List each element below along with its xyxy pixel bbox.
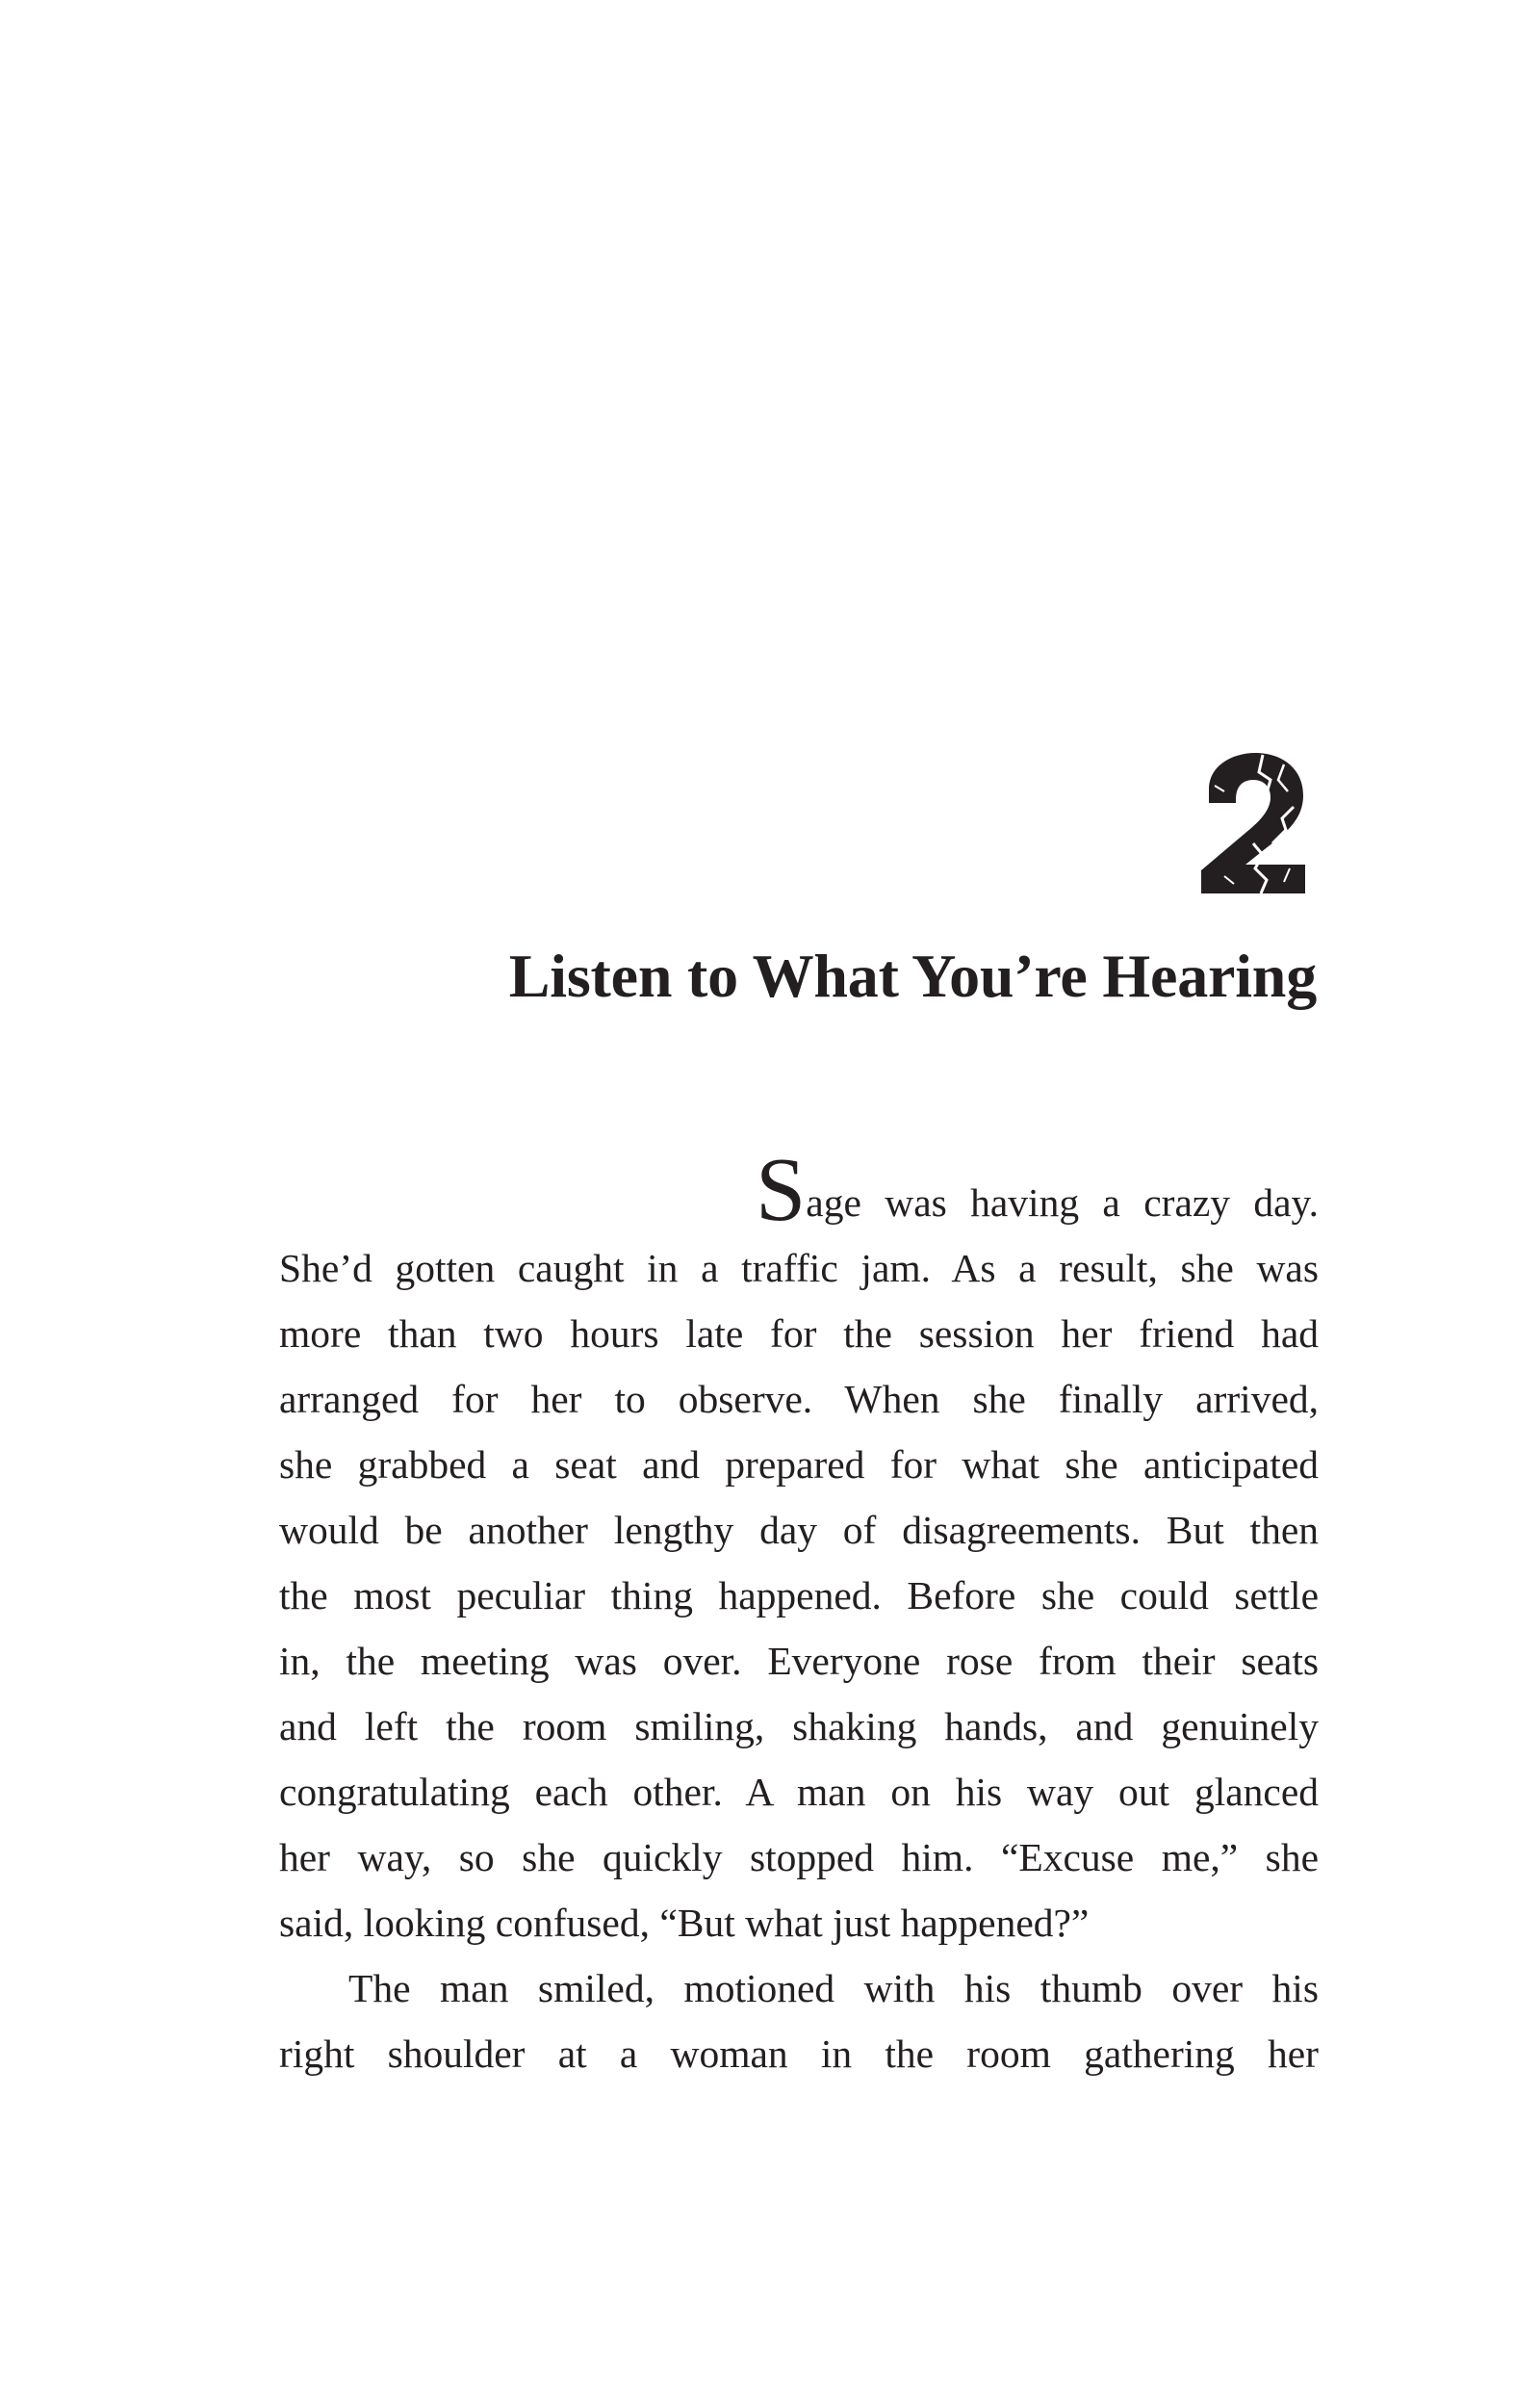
- drop-cap: S: [756, 1140, 807, 1240]
- text-line: The man smiled, motioned with his thumb over his: [348, 1966, 1319, 2010]
- text-line: said, looking confused, “But what just happened?”: [279, 1901, 1090, 1945]
- body-text: [279, 1140, 1319, 2086]
- paragraph-1: [279, 1140, 1319, 1955]
- text-line: congratulating each other. A man on his way out glanced: [279, 1770, 1319, 1814]
- chapter-number-glyph: [1195, 751, 1311, 895]
- text-line: her way, so she quickly stopped him. “Excuse me,” she: [279, 1835, 1319, 1879]
- text-line: [279, 1140, 1319, 1240]
- chapter-number-text: [1195, 895, 1196, 896]
- chapter-title: Listen to What You’re Hearing: [508, 942, 1317, 1010]
- paragraph-2: [279, 1955, 1319, 2086]
- text-line: would be another lengthy day of disagreements. But then: [279, 1508, 1319, 1552]
- chapter-number: [1195, 751, 1311, 895]
- text-line: she grabbed a seat and prepared for what she anticipated: [279, 1442, 1319, 1487]
- text-line: She’d gotten caught in a traffic jam. As a result, she was: [279, 1246, 1319, 1290]
- text-line: the most peculiar thing happened. Before she could settle: [279, 1573, 1319, 1618]
- text-line: and left the room smiling, shaking hands, and genuinely: [279, 1704, 1319, 1748]
- text-line: more than two hours late for the session her friend had: [279, 1311, 1319, 1356]
- text-line: in, the meeting was over. Everyone rose from their seats: [279, 1639, 1319, 1683]
- text-line: arranged for her to observe. When she finally arrived,: [279, 1377, 1319, 1421]
- text-line-content: age was having a crazy day.: [806, 1180, 1319, 1225]
- text-line: right shoulder at a woman in the room gathering her: [279, 2032, 1319, 2076]
